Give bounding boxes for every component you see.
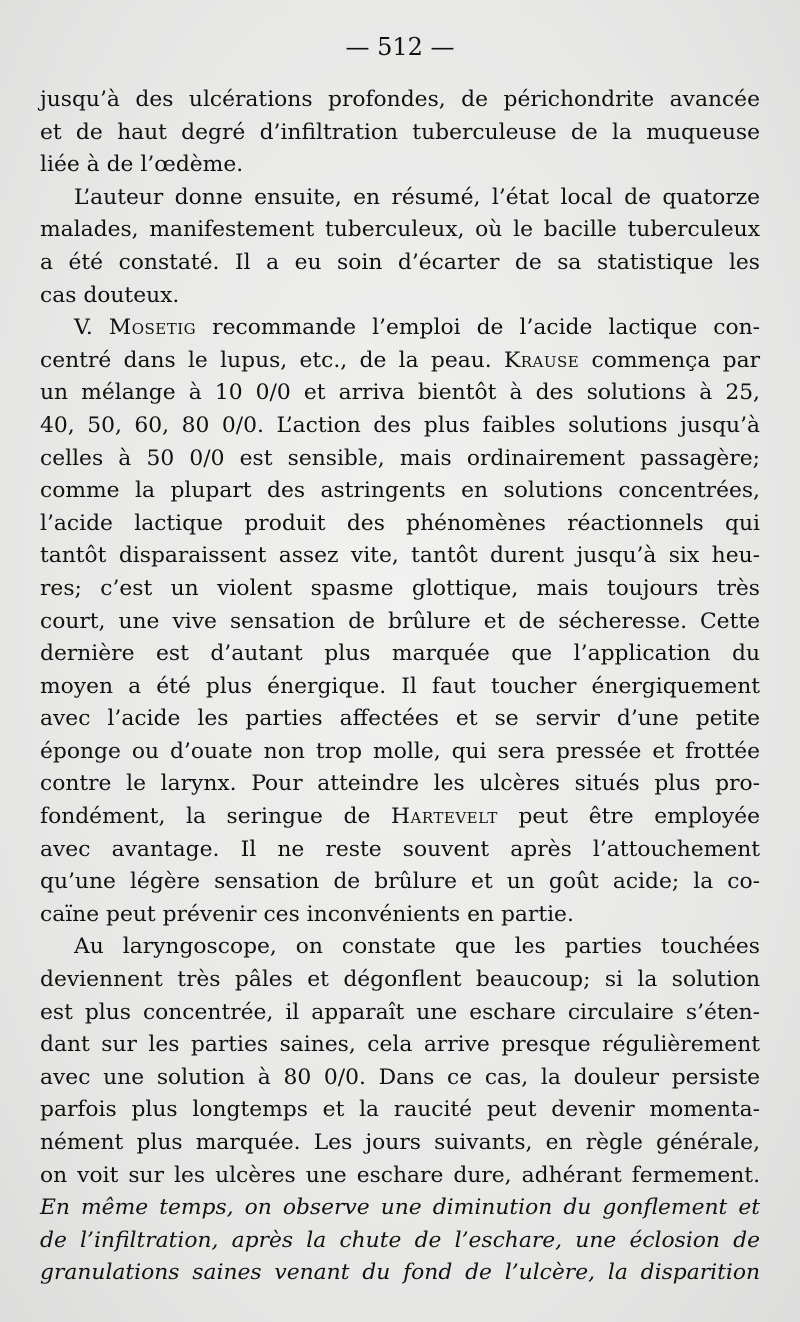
author-name-mosetig: Mosetig: [108, 315, 197, 341]
text-line: un mélange à 10 0/0 et arriva bientôt à des solutions à 25,: [40, 380, 760, 406]
text-line: qu’une légère sensation de brûlure et un goût acide; la co-: [40, 869, 760, 895]
text-line: deviennent très pâles et dégonflent beaucoup; si la solution: [40, 967, 760, 993]
text-line: avec avantage. Il ne reste souvent après l’attouchement: [40, 836, 760, 862]
text-line: éponge ou d’ouate non trop molle, qui sera pressée et frottée: [40, 738, 760, 764]
text-line: [40, 345, 760, 378]
text-line: l’acide lactique produit des phénomènes réactionnels qui: [40, 510, 760, 536]
paragraph-3: [40, 312, 760, 931]
page-number: — 512 —: [345, 33, 455, 61]
text-line: et de haut degré d’infiltration tuberculeuse de la muqueuse: [40, 119, 760, 145]
text-line: est plus concentrée, il apparaît une eschare circulaire s’éten-: [40, 999, 760, 1025]
text-line: nément plus marquée. Les jours suivants, en règle générale,: [40, 1130, 760, 1155]
author-name-krause: Krause: [503, 347, 580, 373]
text-line: [40, 801, 760, 834]
text-line: comme la plupart des astringents en solutions concentrées,: [40, 478, 760, 504]
text-line: jusqu’à des ulcérations profondes, de périchondrite avancée: [40, 87, 760, 112]
text-line: avec une solution à 80 0/0. Dans ce cas, la douleur persiste: [40, 1064, 760, 1090]
text-line-italic: granulations saines venant du fond de l’ulcère, la disparition: [40, 1260, 760, 1286]
text-segment: recommande l’emploi de l’acide lactique con-: [196, 315, 760, 341]
text-line: Au laryngoscope, on constate que les parties touchées: [74, 934, 760, 960]
text-line: L’auteur donne ensuite, en résumé, l’état local de quatorze: [74, 184, 760, 210]
text-line-italic: de l’infiltration, après la chute de l’eschare, une éclosion de: [40, 1227, 760, 1253]
text-line: avec l’acide les parties affectées et se servir d’une petite: [40, 706, 760, 732]
text-line-italic: En même temps, on observe une diminution du gonflement et: [40, 1195, 760, 1221]
paragraph-4: [40, 931, 760, 1290]
text-line: court, une vive sensation de brûlure et de sécheresse. Cette: [40, 608, 760, 634]
text-line: tantôt disparaissent assez vite, tantôt durent jusqu’à six heu-: [40, 543, 760, 569]
text-line: liée à de l’œdème.: [40, 152, 244, 178]
text-line: celles à 50 0/0 est sensible, mais ordinairement passagère;: [40, 445, 760, 471]
text-line: malades, manifestement tuberculeux, où le bacille tuberculeux: [40, 217, 760, 243]
text-line: 40, 50, 60, 80 0/0. L’action des plus faibles solutions jusqu’à: [40, 412, 760, 438]
text-line: res; c’est un violent spasme glottique, mais toujours très: [40, 575, 760, 601]
text-line: [40, 312, 760, 345]
text-line: a été constaté. Il a eu soin d’écarter de sa statistique les: [40, 249, 760, 275]
text-line: dant sur les parties saines, cela arrive presque régulièrement: [40, 1032, 760, 1058]
paragraph-2: [40, 182, 760, 312]
text-line: cas douteux.: [40, 282, 180, 308]
text-line: moyen a été plus énergique. Il faut toucher énergiquement: [40, 673, 760, 699]
author-name-hartevelt: Hartevelt: [391, 804, 498, 830]
paragraph-1: [40, 84, 760, 182]
text-segment: fondément, la seringue de: [40, 804, 391, 830]
text-line: parfois plus longtemps et la raucité peut devenir momenta-: [40, 1097, 760, 1123]
text-line: on voit sur les ulcères une eschare dure, adhérant fermement.: [40, 1162, 760, 1188]
text-line: contre le larynx. Pour atteindre les ulcères situés plus pro-: [40, 771, 760, 797]
text-segment: centré dans le lupus, etc., de la peau.: [40, 347, 504, 373]
text-segment: V.: [74, 315, 109, 341]
text-segment: peut être employée: [497, 804, 761, 830]
text-line: dernière est d’autant plus marquée que l’application du: [40, 641, 760, 667]
text-segment: commença par: [579, 347, 760, 373]
text-line: caïne peut prévenir ces inconvénients en partie.: [40, 901, 574, 927]
